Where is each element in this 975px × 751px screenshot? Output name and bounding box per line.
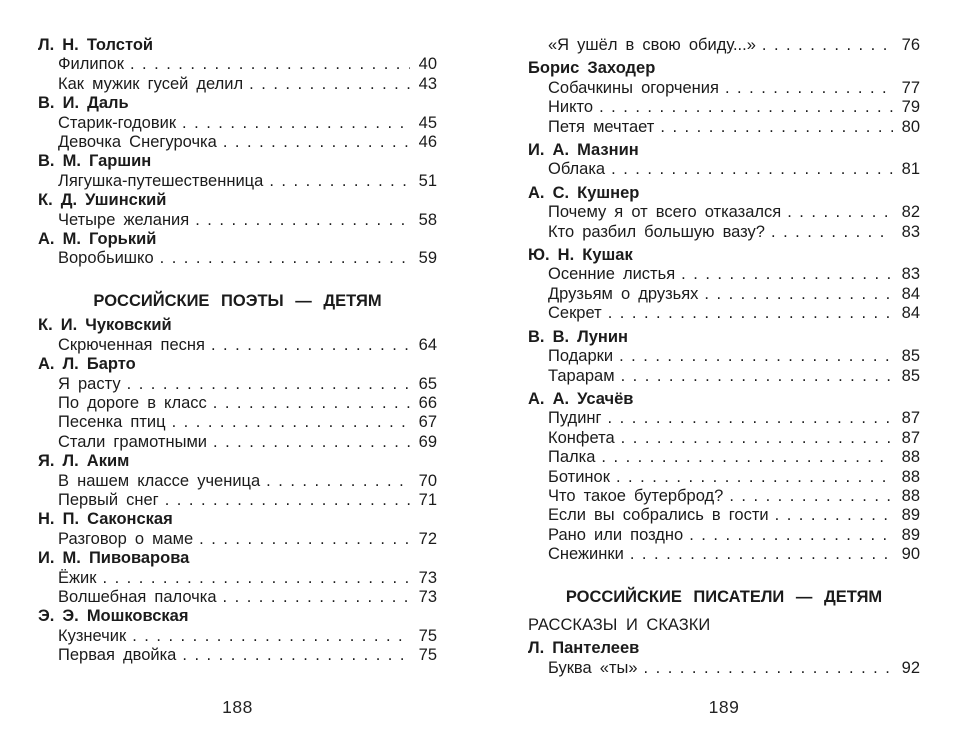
- dot-leader: [644, 659, 893, 678]
- toc-title-text: В нашем классе ученица: [58, 471, 261, 490]
- toc-title-text: Пудинг: [548, 409, 602, 428]
- toc-title-text: Собачкины огорчения: [548, 78, 719, 97]
- toc-page-number: 75: [418, 646, 437, 665]
- toc-title-row: [528, 160, 920, 179]
- toc-title-row: [38, 394, 437, 413]
- dot-leader: [621, 367, 893, 386]
- toc-author-row: Борис Заходер: [528, 59, 656, 78]
- toc-title-text: Осенние листья: [548, 265, 676, 284]
- toc-page-number: 64: [418, 335, 437, 354]
- dot-leader: [660, 118, 893, 137]
- toc-author-row: Ю. Н. Кушак: [528, 246, 633, 265]
- toc-author-row: В. В. Лунин: [528, 327, 628, 346]
- left-page-number: 188: [222, 697, 253, 717]
- toc-title-text: Как мужик гусей делил: [58, 74, 244, 93]
- dot-leader: [787, 203, 893, 222]
- toc-title-row: [38, 336, 437, 355]
- toc-left-column: [38, 36, 437, 666]
- toc-title-row: [528, 118, 920, 137]
- toc-title-row: [528, 347, 920, 366]
- toc-page-number: 70: [418, 471, 437, 490]
- toc-title-text: Песенка птиц: [58, 413, 166, 432]
- toc-title-row: [528, 203, 920, 222]
- toc-author-row: В. И. Даль: [38, 94, 129, 113]
- toc-page-number: 82: [901, 203, 920, 222]
- toc-title-text: Подарки: [548, 347, 614, 366]
- toc-author-row: И. А. Мазнин: [528, 141, 639, 160]
- toc-title-text: Ботинок: [548, 467, 610, 486]
- toc-title-text: Первая двойка: [58, 646, 177, 665]
- dot-leader: [249, 75, 410, 94]
- dot-leader: [704, 285, 893, 304]
- toc-page-number: 69: [418, 432, 437, 451]
- dot-leader: [266, 472, 410, 491]
- toc-page-number: 83: [901, 222, 920, 241]
- toc-page-number: 80: [901, 117, 920, 136]
- toc-page-number: 88: [901, 467, 920, 486]
- toc-title-text: Четыре желания: [58, 210, 190, 229]
- toc-title-text: Лягушка-путешественница: [58, 171, 264, 190]
- dot-leader: [223, 588, 410, 607]
- toc-title-text: Палка: [548, 448, 596, 467]
- toc-title-text: Облака: [548, 160, 606, 179]
- toc-page-number: 87: [901, 409, 920, 428]
- toc-author-row: Э. Э. Мошковская: [38, 607, 189, 626]
- toc-title-row: [528, 367, 920, 386]
- toc-author-row: А. М. Горький: [38, 230, 157, 249]
- toc-title-row: [38, 588, 437, 607]
- dot-leader: [608, 409, 893, 428]
- toc-title-text: Кто разбил большую вазу?: [548, 222, 765, 241]
- dot-leader: [771, 223, 893, 242]
- dot-leader: [689, 526, 893, 545]
- toc-title-text: Петя мечтает: [548, 117, 655, 136]
- toc-author-row: Л. Пантелеев: [528, 639, 640, 658]
- toc-title-row: [38, 569, 437, 588]
- toc-page-number: 65: [418, 374, 437, 393]
- toc-page-number: 87: [901, 428, 920, 447]
- toc-title-text: Я расту: [58, 374, 121, 393]
- toc-title-text: Кузнечик: [58, 626, 127, 645]
- dot-leader: [725, 79, 893, 98]
- toc-title-text: Никто: [548, 98, 594, 117]
- toc-title-text: Снежинки: [548, 545, 624, 564]
- toc-title-row: [528, 304, 920, 323]
- toc-author-row: Я. Л. Аким: [38, 452, 130, 471]
- toc-right-column: [528, 36, 920, 678]
- toc-title-row: [38, 114, 437, 133]
- toc-page-number: 67: [418, 413, 437, 432]
- toc-title-text: Девочка Снегурочка: [58, 133, 217, 152]
- toc-page-number: 40: [418, 55, 437, 74]
- toc-title-text: Если вы собрались в гости: [548, 506, 769, 525]
- right-page: [528, 36, 920, 751]
- dot-leader: [195, 211, 410, 230]
- dot-leader: [775, 506, 893, 525]
- dot-leader: [172, 413, 410, 432]
- toc-title-row: [528, 265, 920, 284]
- toc-title-text: Старик-годовик: [58, 113, 177, 132]
- toc-title-text: Волшебная палочка: [58, 587, 217, 606]
- right-page-number: 189: [708, 697, 740, 717]
- toc-page-number: 73: [418, 568, 437, 587]
- toc-title-text: Ёжик: [58, 568, 97, 587]
- toc-page-number: 77: [901, 78, 920, 97]
- toc-author-row: А. А. Усачёв: [528, 389, 634, 408]
- dot-leader: [165, 491, 410, 510]
- toc-author-row: В. М. Гаршин: [38, 152, 152, 171]
- toc-page-number: 72: [418, 529, 437, 548]
- toc-title-text: Филипок: [58, 55, 124, 74]
- toc-title-row: [528, 36, 920, 55]
- dot-leader: [621, 429, 893, 448]
- toc-title-row: [38, 646, 437, 665]
- toc-title-row: [38, 413, 437, 432]
- toc-title-row: [38, 75, 437, 94]
- dot-leader: [630, 545, 893, 564]
- dot-leader: [616, 468, 893, 487]
- toc-title-text: Секрет: [548, 304, 602, 323]
- toc-title-row: [528, 659, 920, 678]
- toc-title-text: Почему я от всего отказался: [548, 203, 782, 222]
- dot-leader: [762, 36, 893, 55]
- toc-title-row: [528, 506, 920, 525]
- dot-leader: [729, 487, 893, 506]
- dot-leader: [223, 133, 410, 152]
- section-subheading: РАССКАЗЫ И СКАЗКИ: [528, 615, 711, 634]
- toc-title-row: [38, 55, 437, 74]
- toc-page-number: 43: [418, 74, 437, 93]
- toc-author-row: А. С. Кушнер: [528, 183, 640, 202]
- toc-page-number: 75: [418, 626, 437, 645]
- toc-page-number: 45: [418, 113, 437, 132]
- toc-author-row: Н. П. Саконская: [38, 510, 173, 529]
- dot-leader: [103, 569, 411, 588]
- dot-leader: [182, 646, 410, 665]
- toc-author-row: К. И. Чуковский: [38, 316, 172, 335]
- toc-author-row: К. Д. Ушинский: [38, 191, 167, 210]
- toc-title-text: Что такое бутерброд?: [548, 486, 724, 505]
- toc-title-text: Рано или поздно: [548, 525, 684, 544]
- dot-leader: [269, 172, 410, 191]
- toc-page-number: 84: [901, 284, 920, 303]
- toc-title-row: [528, 448, 920, 467]
- toc-author-row: И. М. Пивоварова: [38, 549, 190, 568]
- dot-leader: [213, 394, 410, 413]
- toc-page-number: 73: [418, 587, 437, 606]
- toc-title-row: [528, 223, 920, 242]
- toc-title-row: [528, 545, 920, 564]
- toc-title-row: [528, 285, 920, 304]
- toc-title-row: [38, 472, 437, 491]
- toc-page-number: 89: [901, 506, 920, 525]
- section-heading: РОССИЙСКИЕ ПОЭТЫ — ДЕТЯМ: [93, 291, 382, 310]
- toc-title-row: [38, 627, 437, 646]
- dot-leader: [130, 55, 410, 74]
- toc-page-number: 83: [901, 265, 920, 284]
- toc-title-text: Буква «ты»: [548, 658, 638, 677]
- toc-title-row: [38, 249, 437, 268]
- toc-title-text: Скрюченная песня: [58, 335, 205, 354]
- toc-page-number: 88: [901, 486, 920, 505]
- dot-leader: [160, 249, 410, 268]
- dot-leader: [608, 304, 893, 323]
- toc-title-text: «Я ушёл в свою обиду...»: [548, 36, 756, 54]
- toc-title-row: [528, 468, 920, 487]
- toc-page-number: 76: [901, 36, 920, 54]
- toc-title-text: Тарарам: [548, 366, 615, 385]
- dot-leader: [132, 627, 410, 646]
- toc-page-number: 88: [901, 448, 920, 467]
- toc-page-number: 51: [418, 171, 437, 190]
- dot-leader: [182, 114, 410, 133]
- toc-title-row: [38, 133, 437, 152]
- toc-page-number: 58: [418, 210, 437, 229]
- toc-title-row: [38, 172, 437, 191]
- toc-page-number: 71: [418, 490, 437, 509]
- dot-leader: [619, 347, 893, 366]
- toc-page-number: 79: [901, 98, 920, 117]
- dot-leader: [127, 375, 410, 394]
- toc-page-number: 89: [901, 525, 920, 544]
- toc-page-number: 84: [901, 304, 920, 323]
- toc-title-row: [38, 433, 437, 452]
- toc-title-row: [528, 526, 920, 545]
- toc-page-number: 90: [901, 545, 920, 564]
- toc-title-text: Стали грамотными: [58, 432, 208, 451]
- toc-title-text: Воробьишко: [58, 249, 154, 268]
- toc-title-row: [528, 98, 920, 117]
- dot-leader: [681, 265, 893, 284]
- dot-leader: [213, 433, 410, 452]
- toc-page-number: 66: [418, 393, 437, 412]
- toc-title-row: [38, 375, 437, 394]
- toc-title-text: По дороге в класс: [58, 393, 207, 412]
- toc-title-text: Разговор о маме: [58, 529, 194, 548]
- toc-page-number: 81: [901, 160, 920, 179]
- toc-title-row: [38, 491, 437, 510]
- toc-author-row: А. Л. Барто: [38, 355, 136, 374]
- toc-page-number: 46: [418, 133, 437, 152]
- dot-leader: [199, 530, 410, 549]
- dot-leader: [211, 336, 410, 355]
- toc-title-row: [38, 530, 437, 549]
- toc-page-number: 85: [901, 347, 920, 366]
- section-heading: РОССИЙСКИЕ ПИСАТЕЛИ — ДЕТЯМ: [565, 587, 883, 606]
- dot-leader: [601, 448, 893, 467]
- dot-leader: [611, 160, 893, 179]
- toc-title-row: [528, 79, 920, 98]
- dot-leader: [599, 98, 893, 117]
- toc-page-number: 59: [418, 249, 437, 268]
- toc-title-row: [528, 429, 920, 448]
- toc-page-number: 92: [901, 658, 920, 677]
- toc-title-text: Конфета: [548, 428, 615, 447]
- toc-title-row: [38, 211, 437, 230]
- toc-title-row: [528, 487, 920, 506]
- toc-title-text: Первый снег: [58, 490, 159, 509]
- left-page: [38, 36, 437, 751]
- toc-title-row: [528, 409, 920, 428]
- toc-author-row: Л. Н. Толстой: [38, 36, 154, 54]
- toc-title-text: Друзьям о друзьях: [548, 284, 699, 303]
- toc-page-number: 85: [901, 366, 920, 385]
